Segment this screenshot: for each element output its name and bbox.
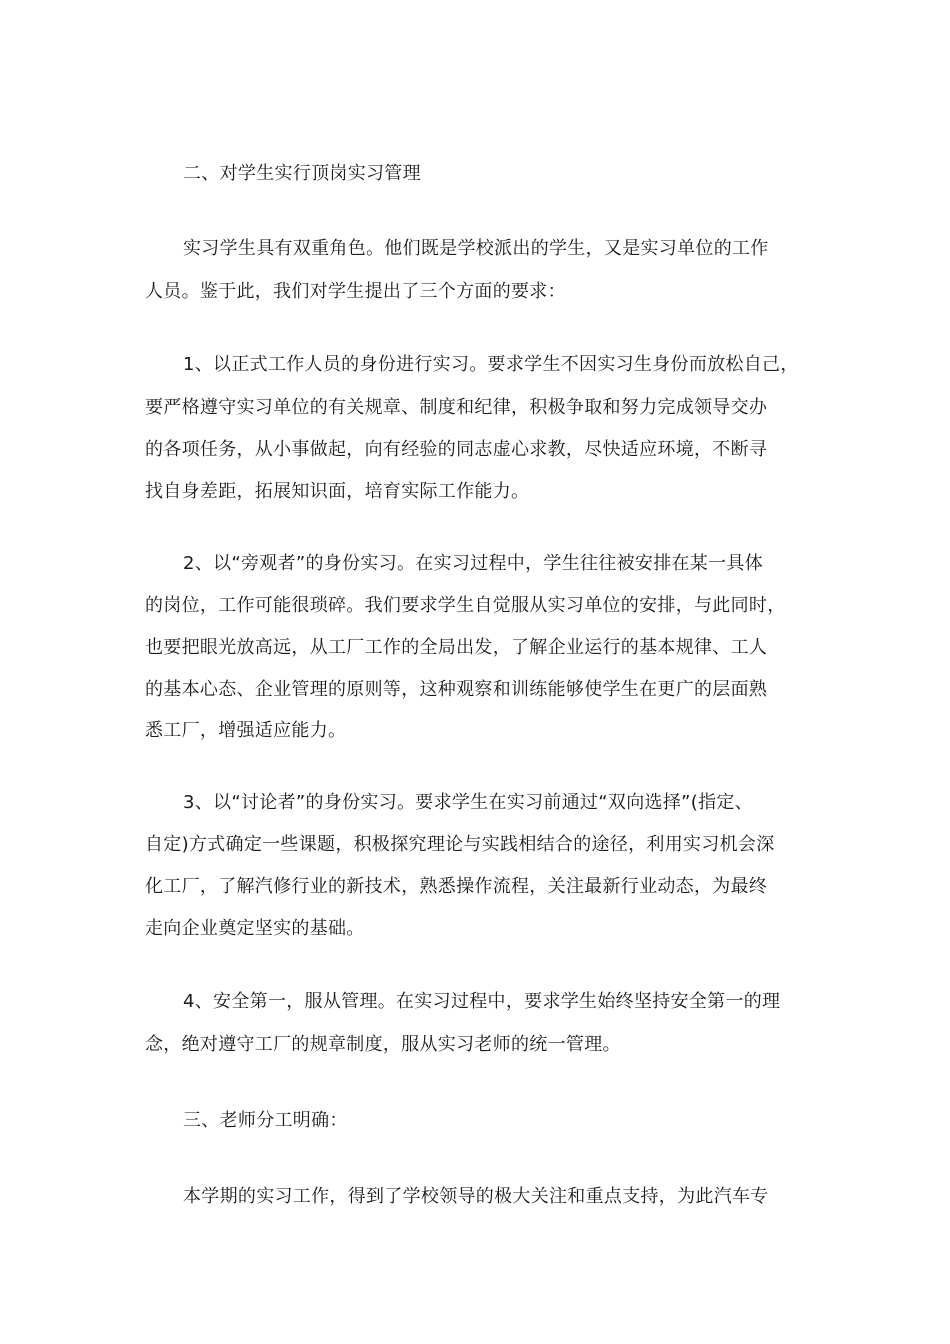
paragraph-line: 走向企业奠定坚实的基础。 [145,918,365,939]
paragraph-line: 自定)方式确定一些课题，积极探究理论与实践相结合的途径，利用实习机会深 [145,834,775,855]
paragraph-line: 的基本心态、企业管理的原则等，这种观察和训练能够使学生在更广的层面熟 [145,679,768,700]
paragraph-line: 本学期的实习工作，得到了学校领导的极大关注和重点支持，为此汽车专 [183,1186,769,1207]
section-heading: 二、对学生实行顶岗实习管理 [183,163,421,184]
paragraph-line: 也要把眼光放高远，从工厂工作的全局出发，了解企业运行的基本规律、工人 [145,637,768,658]
paragraph-line: 的各项任务，从小事做起，向有经验的同志虚心求教，尽快适应环境，不断寻 [145,439,768,460]
paragraph-line: 1、以正式工作人员的身份进行实习。要求学生不因实习生身份而放松自己， [183,354,799,375]
section-heading: 三、老师分工明确： [183,1110,348,1131]
paragraph-line: 人员。鉴于此，我们对学生提出了三个方面的要求： [145,281,566,302]
paragraph-line: 要严格遵守实习单位的有关规章、制度和纪律，积极争取和努力完成领导交办 [145,397,768,418]
paragraph-line: 念，绝对遵守工厂的规章制度，服从实习老师的统一管理。 [145,1034,621,1055]
paragraph-line: 找自身差距，拓展知识面，培育实际工作能力。 [145,481,530,502]
paragraph-line: 4、安全第一，服从管理。在实习过程中，要求学生始终坚持安全第一的理 [183,991,781,1012]
paragraph-line: 2、以“旁观者”的身份实习。在实习过程中，学生往往被安排在某一具体 [183,553,763,574]
paragraph-line: 的岗位，工作可能很琐碎。我们要求学生自觉服从实习单位的安排，与此同时， [145,595,786,616]
paragraph-line: 化工厂，了解汽修行业的新技术，熟悉操作流程，关注最新行业动态，为最终 [145,876,768,897]
paragraph-line: 实习学生具有双重角色。他们既是学校派出的学生，又是实习单位的工作 [183,238,769,259]
paragraph-line: 3、以“讨论者”的身份实习。要求学生在实习前通过“双向选择”(指定、 [183,792,753,813]
paragraph-line: 悉工厂，增强适应能力。 [145,720,347,741]
